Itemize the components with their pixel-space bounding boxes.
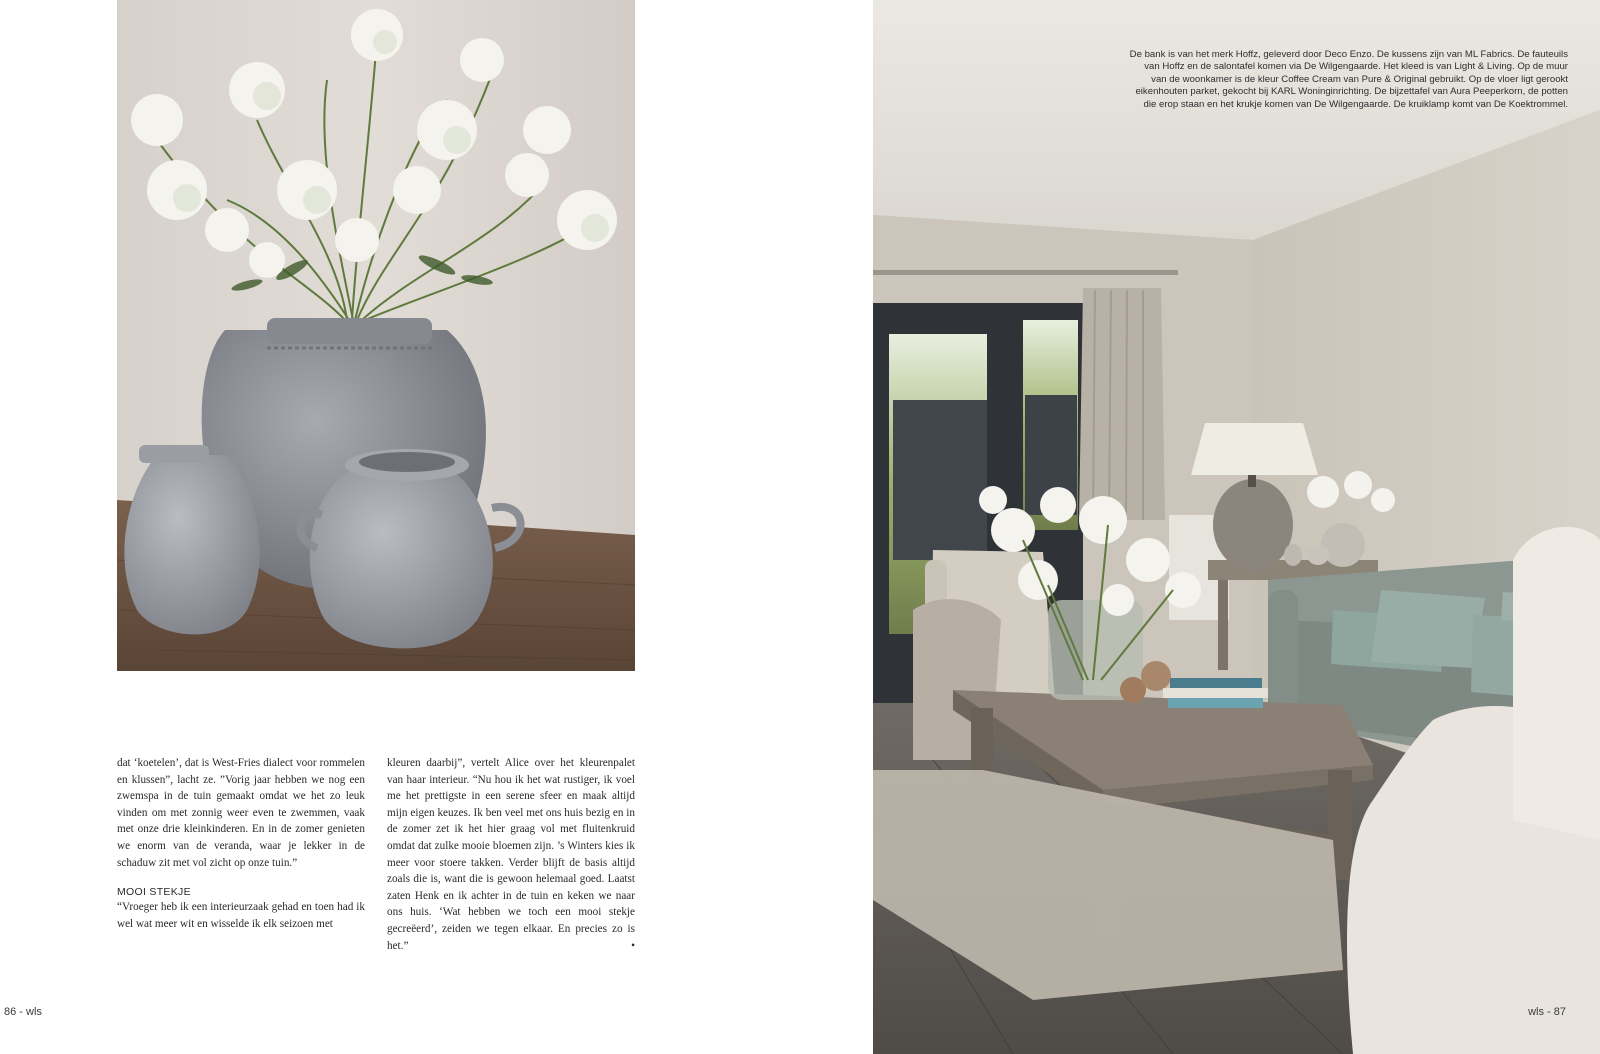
body-text-column-1 (117, 755, 365, 932)
page-number-left: 86 - wls (4, 1006, 42, 1018)
vases-with-cow-parsley-photo (117, 0, 635, 671)
body-text-column-2 (387, 755, 635, 954)
paragraph: dat ‘koetelen’, dat is West-Fries dialect voor rommelen en klussen”, lacht ze. ”Vorig jaar hebben we nog een zwemspa in de tuin gemaakt omdat we het zo leuk vinden om met zonnig weer even te zwemmen, vaak met onze drie kleinkinderen. En in de zomer genieten we enorm van de veranda, waar je lekker in de schaduw zit met vol zicht op onze tuin.” (117, 757, 365, 869)
subheading: MOOI STEKJE (117, 886, 191, 899)
paragraph: “Vroeger heb ik een interieurzaak gehad en toen had ik wel wat meer wit en wisselde ik elk seizoen met (117, 901, 365, 930)
right-page (873, 0, 1600, 1054)
paragraph-text: kleuren daarbij”, vertelt Alice over het kleurenpalet van haar interieur. “Nu hou ik het wat rustiger, ik voel me het prettigste in een serene sfeer en maak altijd mijn eigen keuzes. Ik ben veel met ons huis bezig en in de zomer zet ik het hier graag vol met fluitenkruid omdat dat zulke mooie bloemen zijn. ’s Winters kies ik meer voor stoere takken. Verder blijft de basis altijd zoals die is, want die is gewoon helemaal goed. Laatst zaten Henk en ik achter in de tuin en keken we naar ons huis. ‘Wat hebben we toch een mooi stekje gecreëerd’, zeiden we tegen elkaar. En precies zo is het.” (387, 757, 635, 952)
paragraph (387, 755, 635, 954)
end-mark: • (631, 939, 635, 952)
living-room-photo (873, 0, 1600, 1054)
photo-caption: De bank is van het merk Hoffz, geleverd door Deco Enzo. De kussens zijn van ML Fabrics. De fauteuils van Hoffz en de salontafel komen via De Wilgengaarde. Het kleed is van Light & Living. Op de muur van de woonkamer is de kleur Coffee Cream van Pure & Original gebruikt. Op de vloer ligt gerookt eikenhouten parket, gekocht bij KARL Woninginrichting. De bijzettafel van Aura Peeperkorn, de potten die erop staan en het krukje komen van De Wilgengaarde. De kruiklamp komt van De Koektrommel. (1129, 49, 1568, 110)
page-number-right: wls - 87 (1528, 1006, 1566, 1018)
